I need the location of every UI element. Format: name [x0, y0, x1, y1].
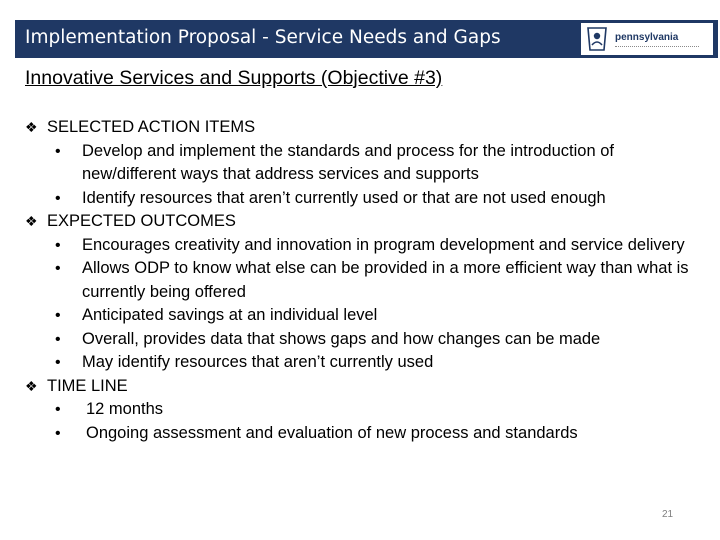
list-item-text: May identify resources that aren’t currently used	[82, 353, 434, 371]
slide-content	[25, 116, 715, 445]
list-item-text: Anticipated savings at an individual level	[82, 306, 378, 324]
section-selected-action-items	[25, 116, 715, 210]
list-item-text: Identify resources that aren’t currently used or that are not used enough	[82, 188, 606, 207]
list-item-text: Overall, provides data that shows gaps and how changes can be made	[82, 329, 601, 348]
diamond-bullet-icon: ❖	[25, 213, 38, 229]
bullet-icon: •	[55, 189, 61, 207]
list-item	[25, 140, 715, 187]
bullet-icon: •	[55, 330, 61, 348]
list-item-text: Ongoing assessment and evaluation of new process and standards	[86, 423, 578, 442]
header-bar	[15, 20, 718, 58]
bullet-icon: •	[55, 354, 61, 371]
list-item-text: Allows ODP to know what else can be provided in a more efficient way than what is currently being offered	[82, 259, 689, 301]
list-item-text: 12 months	[86, 400, 164, 418]
list-item	[25, 422, 715, 446]
list-item	[25, 234, 715, 258]
logo-tagline-rule	[615, 46, 699, 47]
section-time-line	[25, 375, 715, 446]
section-expected-outcomes	[25, 210, 715, 375]
list-item	[25, 257, 715, 304]
pennsylvania-logo	[581, 23, 713, 55]
bullet-icon: •	[55, 260, 61, 277]
logo-wordmark: pennsylvania	[615, 31, 679, 43]
keystone-seal-icon	[585, 26, 609, 52]
list-item-text: Develop and implement the standards and process for the introduction of new/different ways that address services and supports	[82, 141, 614, 183]
section-heading: EXPECTED OUTCOMES	[47, 212, 236, 230]
slide-subtitle: Innovative Services and Supports (Objective #3)	[25, 67, 443, 89]
list-item	[25, 304, 715, 328]
diamond-bullet-icon: ❖	[25, 119, 38, 135]
list-item	[25, 398, 715, 422]
list-item-text: Encourages creativity and innovation in program development and service delivery	[82, 235, 685, 254]
section-heading: SELECTED ACTION ITEMS	[47, 118, 256, 136]
slide-header-title: Implementation Proposal - Service Needs and Gaps	[25, 27, 501, 48]
bullet-icon: •	[55, 307, 61, 324]
list-item	[25, 187, 715, 211]
list-item	[25, 328, 715, 352]
section-heading: TIME LINE	[47, 376, 128, 395]
diamond-bullet-icon: ❖	[25, 377, 38, 394]
bullet-icon: •	[55, 401, 61, 418]
bullet-icon: •	[55, 142, 61, 160]
list-item	[25, 351, 715, 375]
bullet-icon: •	[55, 424, 61, 442]
page-number: 21	[662, 509, 674, 520]
bullet-icon: •	[55, 236, 61, 254]
